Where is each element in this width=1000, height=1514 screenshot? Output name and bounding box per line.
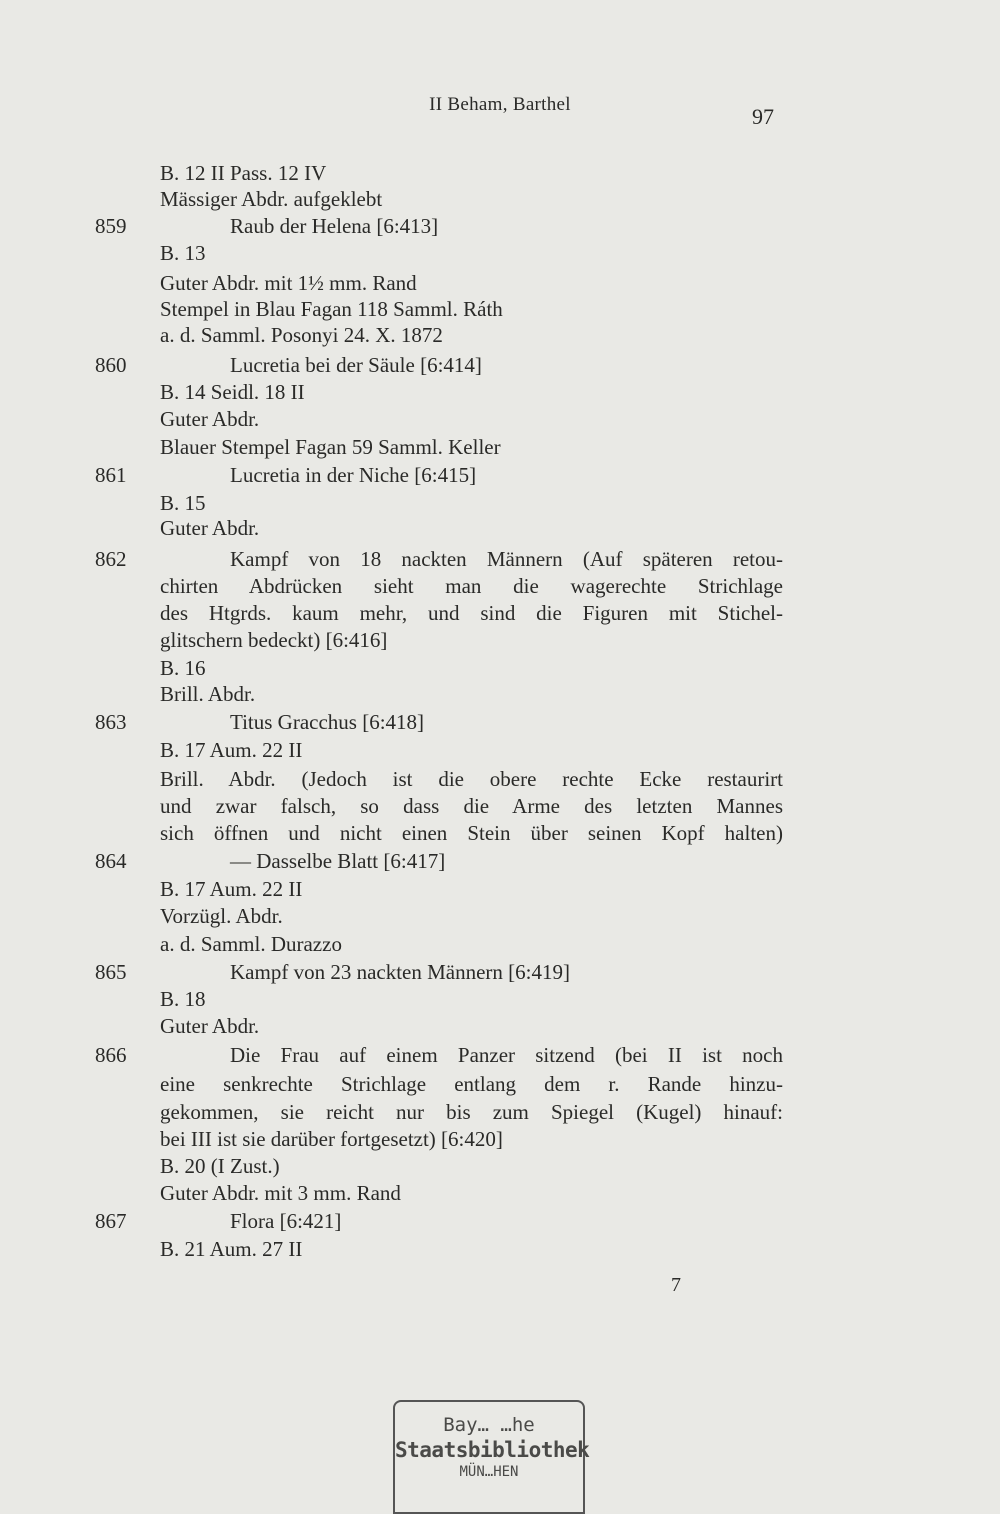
text-line: des Htgrds. kaum mehr, und sind die Figuren mit Stichel- — [160, 601, 783, 625]
text-line: B. 13 — [160, 241, 206, 265]
text-line: Kampf von 18 nackten Männern (Auf späteren retou- — [230, 547, 783, 571]
text-line: Guter Abdr. — [160, 516, 260, 540]
entry-number: 862 — [95, 547, 127, 571]
text-line: gekommen, sie reicht nur bis zum Spiegel (Kugel) hinauf: — [160, 1100, 783, 1124]
entry-number: 866 — [95, 1043, 127, 1067]
text-line: a. d. Samml. Durazzo — [160, 932, 342, 956]
text-line: Stempel in Blau Fagan 118 Samml. Ráth — [160, 297, 503, 321]
text-line: Die Frau auf einem Panzer sitzend (bei II ist noch — [230, 1043, 783, 1067]
stamp-line: Bay… …he — [443, 1414, 535, 1436]
text-line: Guter Abdr. mit 1½ mm. Rand — [160, 271, 417, 295]
text-line: und zwar falsch, so dass die Arme des letzten Mannes — [160, 794, 783, 818]
entry-number: 860 — [95, 353, 127, 377]
text-line: B. 15 — [160, 491, 206, 515]
text-line: Guter Abdr. — [160, 1014, 260, 1038]
text-line: Titus Gracchus [6:418] — [230, 710, 425, 734]
text-line: B. 14 Seidl. 18 II — [160, 380, 305, 404]
text-line: eine senkrechte Strichlage entlang dem r. Rande hinzu- — [160, 1072, 783, 1096]
text-line: sich öffnen und nicht einen Stein über seinen Kopf halten) — [160, 821, 783, 845]
text-line: B. 17 Aum. 22 II — [160, 877, 303, 901]
text-line: Guter Abdr. mit 3 mm. Rand — [160, 1181, 401, 1205]
text-line: bei III ist sie darüber fortgesetzt) [6:420] — [160, 1127, 503, 1151]
text-line: — Dasselbe Blatt [6:417] — [230, 849, 446, 873]
text-line: Raub der Helena [6:413] — [230, 214, 439, 238]
stamp-line: MÜN…HEN — [459, 1464, 519, 1480]
text-line: B. 18 — [160, 987, 206, 1011]
text-line: Mässiger Abdr. aufgeklebt — [160, 187, 383, 211]
text-line: B. 16 — [160, 656, 206, 680]
running-head: II Beham, Barthel — [429, 94, 571, 115]
entry-number: 867 — [95, 1209, 127, 1233]
text-line: Kampf von 23 nackten Männern [6:419] — [230, 960, 570, 984]
text-line: Vorzügl. Abdr. — [160, 904, 283, 928]
text-line: B. 20 (I Zust.) — [160, 1154, 280, 1178]
entry-number: 861 — [95, 463, 127, 487]
text-line: Blauer Stempel Fagan 59 Samml. Keller — [160, 435, 501, 459]
entry-number: 864 — [95, 849, 127, 873]
text-line: a. d. Samml. Posonyi 24. X. 1872 — [160, 323, 443, 347]
entry-number: 859 — [95, 214, 127, 238]
text-line: Brill. Abdr. (Jedoch ist die obere rechte Ecke restaurirt — [160, 767, 783, 791]
library-stamp — [393, 1400, 590, 1514]
text-line: B. 17 Aum. 22 II — [160, 738, 303, 762]
page-number: 97 — [752, 104, 774, 129]
signature-mark: 7 — [671, 1274, 681, 1296]
text-line: glitschern bedeckt) [6:416] — [160, 628, 388, 652]
text-line: Brill. Abdr. — [160, 682, 256, 706]
text-line: Lucretia in der Niche [6:415] — [230, 463, 477, 487]
text-line: Lucretia bei der Säule [6:414] — [230, 353, 482, 377]
text-line: B. 12 II Pass. 12 IV — [160, 161, 327, 185]
text-line: Flora [6:421] — [230, 1209, 342, 1233]
entry-number: 865 — [95, 960, 127, 984]
entry-number: 863 — [95, 710, 127, 734]
text-line: chirten Abdrücken sieht man die wagerechte Strichlage — [160, 574, 783, 598]
stamp-line: Staatsbibliothek — [395, 1438, 590, 1462]
text-line: Guter Abdr. — [160, 407, 260, 431]
text-line: B. 21 Aum. 27 II — [160, 1237, 303, 1261]
